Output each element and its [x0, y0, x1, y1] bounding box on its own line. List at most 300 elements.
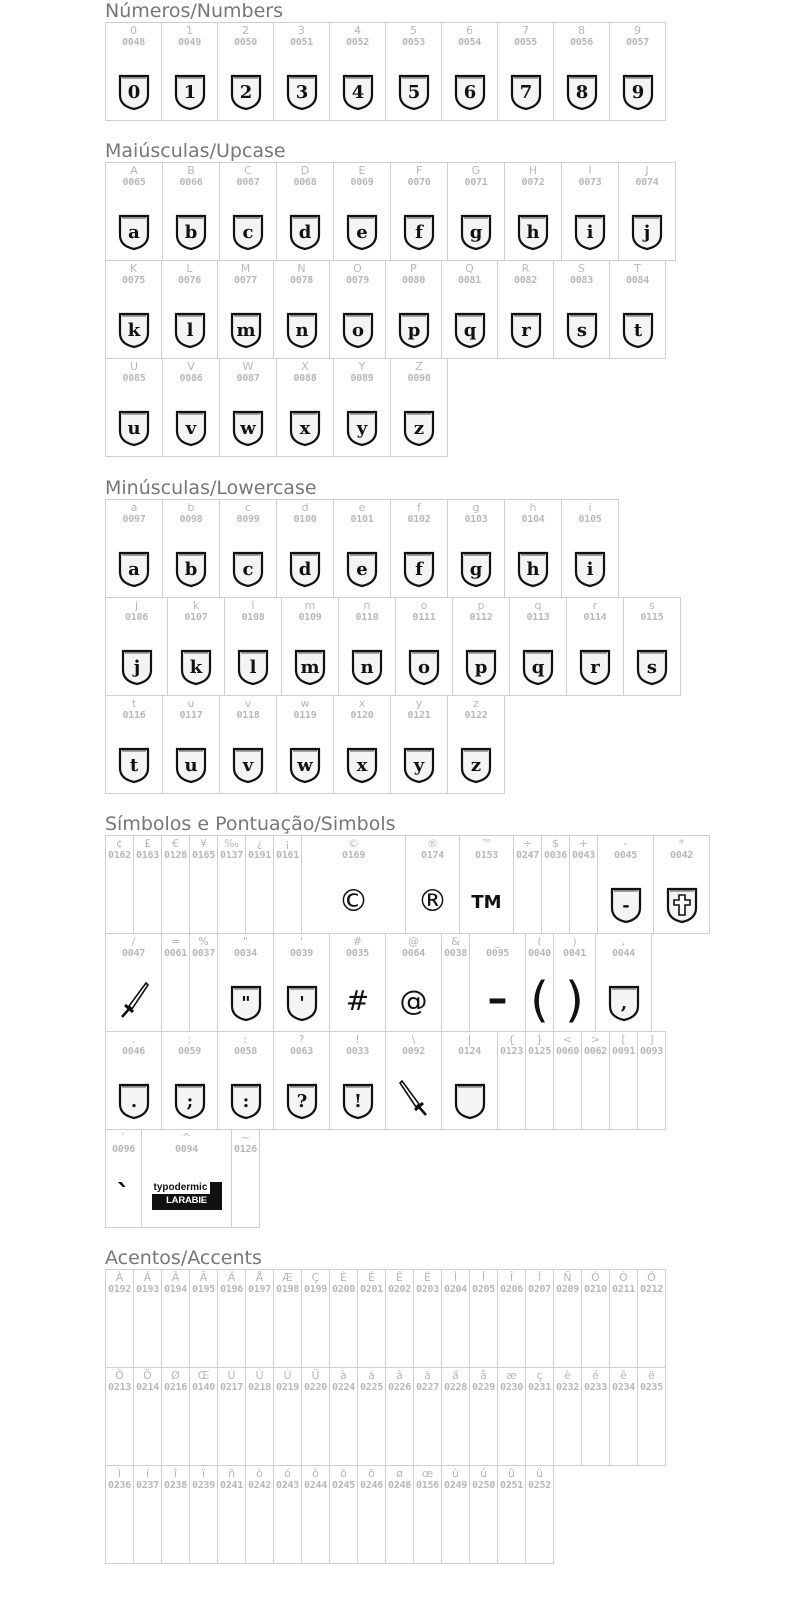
- shield-letter: j: [133, 657, 140, 678]
- glyph-char: ë: [648, 1369, 655, 1382]
- glyph-cell: [653, 835, 710, 934]
- glyph-char: y: [415, 697, 423, 710]
- glyph-cell: [413, 1367, 442, 1466]
- glyph-code: 0252: [528, 1480, 551, 1491]
- glyph-sample: [345, 213, 379, 255]
- shield-letter: ': [298, 993, 305, 1014]
- glyph-code: 0079: [346, 275, 369, 286]
- glyph-code: 0233: [584, 1382, 607, 1393]
- glyph-code: 0163: [136, 850, 159, 861]
- glyph-char: :: [243, 1033, 248, 1046]
- glyph-sample: [288, 550, 322, 592]
- glyph-char: ™: [481, 837, 492, 850]
- glyph-char: f: [417, 501, 421, 514]
- glyph-cell: [525, 933, 554, 1032]
- glyph-code: 0037: [192, 948, 215, 959]
- section-title: Minúsculas/Lowercase: [105, 477, 317, 499]
- glyph-sample: [516, 213, 550, 255]
- glyph-code: 0040: [528, 948, 551, 959]
- glyph-cell: [569, 835, 598, 934]
- glyph-code: 0094: [175, 1144, 198, 1155]
- section-3: [105, 813, 693, 1220]
- glyph-cell: [273, 1367, 302, 1466]
- glyph-char: r: [592, 599, 598, 612]
- glyph-code: 0128: [164, 850, 187, 861]
- glyph-cell: [390, 162, 448, 261]
- shield-letter: p: [474, 657, 488, 678]
- glyph-code: 0045: [614, 850, 637, 861]
- glyph-code: 0242: [248, 1480, 271, 1491]
- section-0: [105, 0, 649, 103]
- glyph-cell: [338, 597, 396, 696]
- glyph-char: u: [187, 697, 195, 710]
- glyph-cell: [357, 1367, 386, 1466]
- glyph-code: 0049: [178, 37, 201, 48]
- shield-glyph-icon: [407, 648, 441, 686]
- glyph-cell: [459, 835, 514, 934]
- glyph-char: 0: [130, 24, 137, 37]
- shield-letter: e: [356, 559, 368, 580]
- glyph-cell: [105, 22, 162, 121]
- glyph-char: \: [411, 1033, 416, 1046]
- glyph-cell: [390, 695, 448, 794]
- glyph-code: 0084: [626, 275, 649, 286]
- glyph-sample: [402, 550, 436, 592]
- glyph-code: 0196: [220, 1284, 243, 1295]
- glyph-char: S: [578, 262, 585, 275]
- glyph-sample: [621, 311, 655, 353]
- glyph-sample: [407, 648, 441, 690]
- glyph-char: ç: [536, 1369, 543, 1382]
- section-4: [105, 1247, 663, 1491]
- shield-glyph-icon: [635, 648, 669, 686]
- glyph-code: 0086: [179, 373, 203, 384]
- shield-glyph-icon: [117, 746, 151, 784]
- glyph-cell: [224, 597, 282, 696]
- glyph-char: X: [301, 360, 309, 373]
- shield-glyph-icon: [464, 648, 498, 686]
- shield-letter: ;: [186, 1091, 193, 1112]
- glyph-char: m: [304, 599, 316, 612]
- shield-glyph-icon: [341, 1082, 375, 1120]
- glyph-char: s: [649, 599, 655, 612]
- glyph-code: 0153: [475, 850, 498, 861]
- shield-glyph-icon: [174, 213, 208, 251]
- glyph-char: é: [592, 1369, 599, 1382]
- glyph-cell: [357, 1269, 386, 1368]
- glyph-cell: [609, 22, 666, 121]
- glyph-code: 0050: [234, 37, 257, 48]
- shield-letter: 0: [127, 82, 140, 103]
- glyph-code: 0115: [640, 612, 664, 623]
- shield-letter: ,: [620, 993, 627, 1014]
- shield-glyph-icon: [402, 409, 436, 447]
- glyph-cell: [105, 835, 134, 934]
- glyph-code: 0051: [290, 37, 313, 48]
- glyph-char: Ï: [537, 1271, 542, 1284]
- shield-letter: n: [360, 657, 374, 678]
- shield-letter: q: [463, 320, 476, 341]
- glyph-sample: [117, 1082, 151, 1124]
- glyph-cell: [161, 933, 190, 1032]
- glyph-sample: [630, 213, 664, 255]
- glyph-code: 0105: [578, 514, 602, 525]
- glyph-code: 0125: [528, 1046, 551, 1057]
- glyph-sample: [229, 1082, 263, 1124]
- shield-glyph-icon: [609, 886, 643, 924]
- shield-glyph-icon: [565, 73, 599, 111]
- glyph-char: ?: [298, 1033, 305, 1046]
- glyph-sample: [117, 311, 151, 353]
- glyph-code: 0097: [122, 514, 146, 525]
- glyph-cell: [161, 22, 218, 121]
- glyph-code: 0033: [346, 1046, 369, 1057]
- glyph-char: Ç: [311, 1271, 320, 1284]
- shield-glyph-icon: [229, 984, 263, 1022]
- glyph-cell: [385, 260, 442, 359]
- glyph-cell: [441, 1269, 470, 1368]
- glyph-cell: [329, 260, 386, 359]
- glyph-sample: [288, 213, 322, 255]
- glyph-char: +: [578, 837, 589, 850]
- glyph-code: 0216: [164, 1382, 187, 1393]
- shield-glyph-icon: [453, 1082, 487, 1120]
- glyph-cell: [189, 933, 218, 1032]
- typodermic-logo: [152, 1182, 222, 1220]
- glyph-cell: [105, 162, 163, 261]
- glyph-cell: [217, 260, 274, 359]
- glyph-sample: [231, 213, 265, 255]
- glyph-char: b: [187, 501, 195, 514]
- glyph-code: 0098: [179, 514, 203, 525]
- glyph-cell: [553, 933, 596, 1032]
- shield-letter: x: [356, 755, 368, 776]
- glyph-code: 0039: [290, 948, 313, 959]
- shield-glyph-icon: [573, 213, 607, 251]
- shield-letter: 8: [575, 82, 588, 103]
- glyph-cell: [553, 1031, 582, 1130]
- glyph-code: 0083: [570, 275, 593, 286]
- glyph-cell: [390, 358, 448, 457]
- glyph-code: 0087: [236, 373, 260, 384]
- shield-glyph-icon: [173, 311, 207, 349]
- glyph-char: w: [300, 697, 310, 710]
- shield-letter: m: [300, 657, 320, 678]
- shield-letter: t: [633, 320, 642, 341]
- glyph-code: 0053: [402, 37, 425, 48]
- glyph-code: 0112: [469, 612, 493, 623]
- glyph-cell: [276, 358, 334, 457]
- glyph-cell: [161, 260, 218, 359]
- glyph-code: 0241: [220, 1480, 243, 1491]
- glyph-cell: [497, 22, 554, 121]
- glyph-cell: [525, 1269, 554, 1368]
- glyph-code: 0209: [556, 1284, 579, 1295]
- shield-letter: l: [186, 320, 193, 341]
- shield-glyph-icon: [521, 648, 555, 686]
- glyph-code: 0217: [220, 1382, 243, 1393]
- sword-icon: [117, 980, 151, 1020]
- glyph-sample: [229, 311, 263, 353]
- glyph-cell: [497, 1465, 526, 1564]
- shield-letter: p: [407, 320, 420, 341]
- glyph-code: 0219: [276, 1382, 299, 1393]
- glyph-sample: [174, 213, 208, 255]
- glyph-sample: [179, 648, 213, 690]
- shield-glyph-icon: [231, 213, 265, 251]
- glyph-cell: [329, 22, 386, 121]
- glyph-code: 0214: [136, 1382, 159, 1393]
- shield-glyph-icon: [288, 213, 322, 251]
- glyph-code: 0118: [236, 710, 260, 721]
- glyph-code: 0064: [402, 948, 425, 959]
- glyph-char: L: [186, 262, 193, 275]
- shield-letter: i: [586, 559, 594, 580]
- shield-glyph-icon: [345, 746, 379, 784]
- glyph-code: 0161: [276, 850, 299, 861]
- glyph-char: Â: [171, 1271, 180, 1284]
- glyph-code: 0073: [578, 177, 602, 188]
- glyph-sample: [120, 648, 154, 690]
- glyph-code: 0095: [486, 948, 509, 959]
- glyph-code: 0048: [122, 37, 145, 48]
- shield-glyph-icon: [229, 73, 263, 111]
- shield-letter: 7: [519, 82, 532, 103]
- glyph-code: 0111: [412, 612, 436, 623]
- glyph-code: 0250: [472, 1480, 495, 1491]
- glyph-char: É: [368, 1271, 375, 1284]
- glyph-char: q: [534, 599, 542, 612]
- glyph-code: 0058: [234, 1046, 257, 1057]
- glyph-sample: [341, 1082, 375, 1124]
- glyph-char: c: [244, 501, 252, 514]
- glyph-char: Œ: [197, 1369, 210, 1382]
- glyph-sample: [609, 886, 643, 928]
- shield-letter: h: [526, 559, 540, 580]
- shield-letter: d: [298, 559, 312, 580]
- glyph-cell: [618, 162, 676, 261]
- glyph-char: B: [187, 164, 195, 177]
- glyph-char: ~: [240, 1131, 251, 1144]
- glyph-char: P: [410, 262, 417, 275]
- glyph-sample: [453, 73, 487, 115]
- glyph-sample: [231, 746, 265, 788]
- glyph-cell: [276, 695, 334, 794]
- shield-letter: l: [249, 657, 257, 678]
- glyph-code: 0117: [179, 710, 203, 721]
- glyph-cell: [469, 933, 526, 1032]
- glyph-sample: [459, 746, 493, 788]
- shield-glyph-icon: [173, 1082, 207, 1120]
- glyph-char: G: [471, 164, 481, 177]
- glyph-char: R: [521, 262, 530, 275]
- glyph-cell: [553, 1269, 582, 1368]
- glyph-cell: [189, 1367, 218, 1466]
- glyph-char: 1: [186, 24, 193, 37]
- glyph-char: í: [145, 1467, 150, 1480]
- glyph-sample: [402, 746, 436, 788]
- glyph-code: 0071: [464, 177, 488, 188]
- glyph-code: 0034: [234, 948, 257, 959]
- glyph-code: 0067: [236, 177, 260, 188]
- glyph-sample: [236, 648, 270, 690]
- glyph-char: T: [634, 262, 641, 275]
- glyph-cell: [273, 1269, 302, 1368]
- glyph-char: @: [408, 935, 419, 948]
- glyph-code: 0227: [416, 1382, 439, 1393]
- glyph-code: 0054: [458, 37, 481, 48]
- glyph-char: ö: [368, 1467, 375, 1480]
- glyph-cell: [273, 22, 330, 121]
- glyph-code: 0100: [293, 514, 317, 525]
- glyph-sample: [117, 73, 151, 115]
- glyph-cell: [217, 1465, 246, 1564]
- glyph-cell: [385, 1367, 414, 1466]
- shield-letter: c: [242, 222, 254, 243]
- glyph-sample: [117, 550, 151, 592]
- glyph-code: 0229: [472, 1382, 495, 1393]
- glyph-symbol: –: [487, 976, 508, 1022]
- glyph-cell: [333, 695, 391, 794]
- shield-letter: k: [189, 657, 203, 678]
- shield-letter: j: [643, 222, 651, 243]
- glyph-char: Å: [255, 1271, 264, 1284]
- glyph-char: Ô: [647, 1271, 656, 1284]
- glyph-cell: [623, 597, 681, 696]
- shield-glyph-icon: [229, 1082, 263, 1120]
- glyph-char: `: [120, 1131, 127, 1144]
- glyph-char: õ: [340, 1467, 347, 1480]
- glyph-code: 0212: [640, 1284, 663, 1295]
- glyph-char: â: [396, 1369, 403, 1382]
- glyph-char: *: [678, 837, 685, 850]
- glyph-cell: [105, 933, 162, 1032]
- glyph-char: o: [420, 599, 428, 612]
- glyph-sample: [117, 213, 151, 255]
- glyph-cell: [333, 162, 391, 261]
- shield-glyph-icon: [345, 409, 379, 447]
- glyph-char: &: [451, 935, 460, 948]
- glyph-char: C: [244, 164, 252, 177]
- glyph-cell: [333, 358, 391, 457]
- glyph-sample: [453, 1082, 487, 1124]
- shield-letter: b: [184, 559, 198, 580]
- glyph-code: 0204: [444, 1284, 467, 1295]
- glyph-cell: [245, 1367, 274, 1466]
- glyph-sample: [665, 886, 699, 928]
- glyph-symbol: ®: [417, 884, 448, 919]
- glyph-cell: [504, 162, 562, 261]
- glyph-sample: [293, 648, 327, 690]
- glyph-cell: [161, 1031, 218, 1130]
- glyph-code: 0169: [342, 850, 365, 861]
- glyph-cell: [105, 358, 163, 457]
- glyph-cell: [595, 933, 652, 1032]
- glyph-code: 0120: [350, 710, 374, 721]
- glyph-char: J: [645, 164, 649, 177]
- glyph-sample: [174, 550, 208, 592]
- glyph-code: 0082: [514, 275, 537, 286]
- glyph-code: 0102: [407, 514, 431, 525]
- glyph-char: V: [187, 360, 195, 373]
- glyph-code: 0052: [346, 37, 369, 48]
- glyph-char: À: [115, 1271, 124, 1284]
- glyph-code: 0121: [407, 710, 431, 721]
- glyph-sample: [397, 311, 431, 353]
- glyph-char: Ø: [171, 1369, 180, 1382]
- shield-glyph-icon: [630, 213, 664, 251]
- glyph-char: k: [192, 599, 200, 612]
- shield-letter: g: [469, 222, 483, 243]
- glyph-cell: [553, 260, 610, 359]
- glyph-code: 0055: [514, 37, 537, 48]
- glyph-cell: [273, 835, 302, 934]
- glyph-code: 0074: [635, 177, 659, 188]
- glyph-cell: [133, 1465, 162, 1564]
- glyph-cell: [597, 835, 654, 934]
- glyph-code: 0088: [293, 373, 317, 384]
- glyph-sample: [621, 73, 655, 115]
- shield-letter: h: [526, 222, 540, 243]
- glyph-char: {: [508, 1033, 515, 1046]
- shield-letter: 5: [407, 82, 420, 103]
- glyph-char: Ó: [619, 1271, 628, 1284]
- glyph-code: 0156: [416, 1480, 439, 1491]
- glyph-code: 0110: [355, 612, 379, 623]
- glyph-sample: [174, 746, 208, 788]
- glyph-char: #: [352, 935, 363, 948]
- glyph-code: 0042: [670, 850, 693, 861]
- glyph-code: 0113: [526, 612, 550, 623]
- glyph-cell: [469, 1367, 498, 1466]
- glyph-code: 0060: [556, 1046, 579, 1057]
- glyph-sample: [402, 213, 436, 255]
- glyph-cell: [637, 1269, 666, 1368]
- glyph-sample: [229, 984, 263, 1026]
- shield-glyph-icon: [453, 73, 487, 111]
- shield-letter: w: [297, 755, 313, 776]
- glyph-code: 0038: [444, 948, 467, 959]
- glyph-code: 0036: [544, 850, 567, 861]
- glyph-cell: [561, 499, 619, 598]
- glyph-char: ]: [649, 1033, 654, 1046]
- glyph-code: 0197: [248, 1284, 271, 1295]
- glyph-code: 0047: [122, 948, 145, 959]
- glyph-char: ï: [201, 1467, 206, 1480]
- glyph-code: 0093: [640, 1046, 663, 1057]
- shield-glyph-icon: [293, 648, 327, 686]
- glyph-cell: [133, 1367, 162, 1466]
- glyph-char: ': [299, 935, 304, 948]
- shield-glyph-icon: [179, 648, 213, 686]
- glyph-sample: [464, 648, 498, 690]
- shield-letter: n: [294, 320, 309, 341]
- glyph-char: ù: [452, 1467, 459, 1480]
- shield-glyph-icon: [565, 311, 599, 349]
- glyph-code: 0243: [276, 1480, 299, 1491]
- glyph-sample: [341, 311, 375, 353]
- section-title: Números/Numbers: [105, 0, 283, 22]
- glyph-code: 0096: [112, 1144, 135, 1155]
- glyph-cell: [133, 835, 162, 934]
- glyph-char: î: [173, 1467, 178, 1480]
- glyph-code: 0226: [388, 1382, 411, 1393]
- glyph-code: 0231: [528, 1382, 551, 1393]
- glyph-sample: [459, 213, 493, 255]
- glyph-char: ¢: [116, 837, 123, 850]
- glyph-char: 2: [242, 24, 249, 37]
- glyph-char: A: [130, 164, 138, 177]
